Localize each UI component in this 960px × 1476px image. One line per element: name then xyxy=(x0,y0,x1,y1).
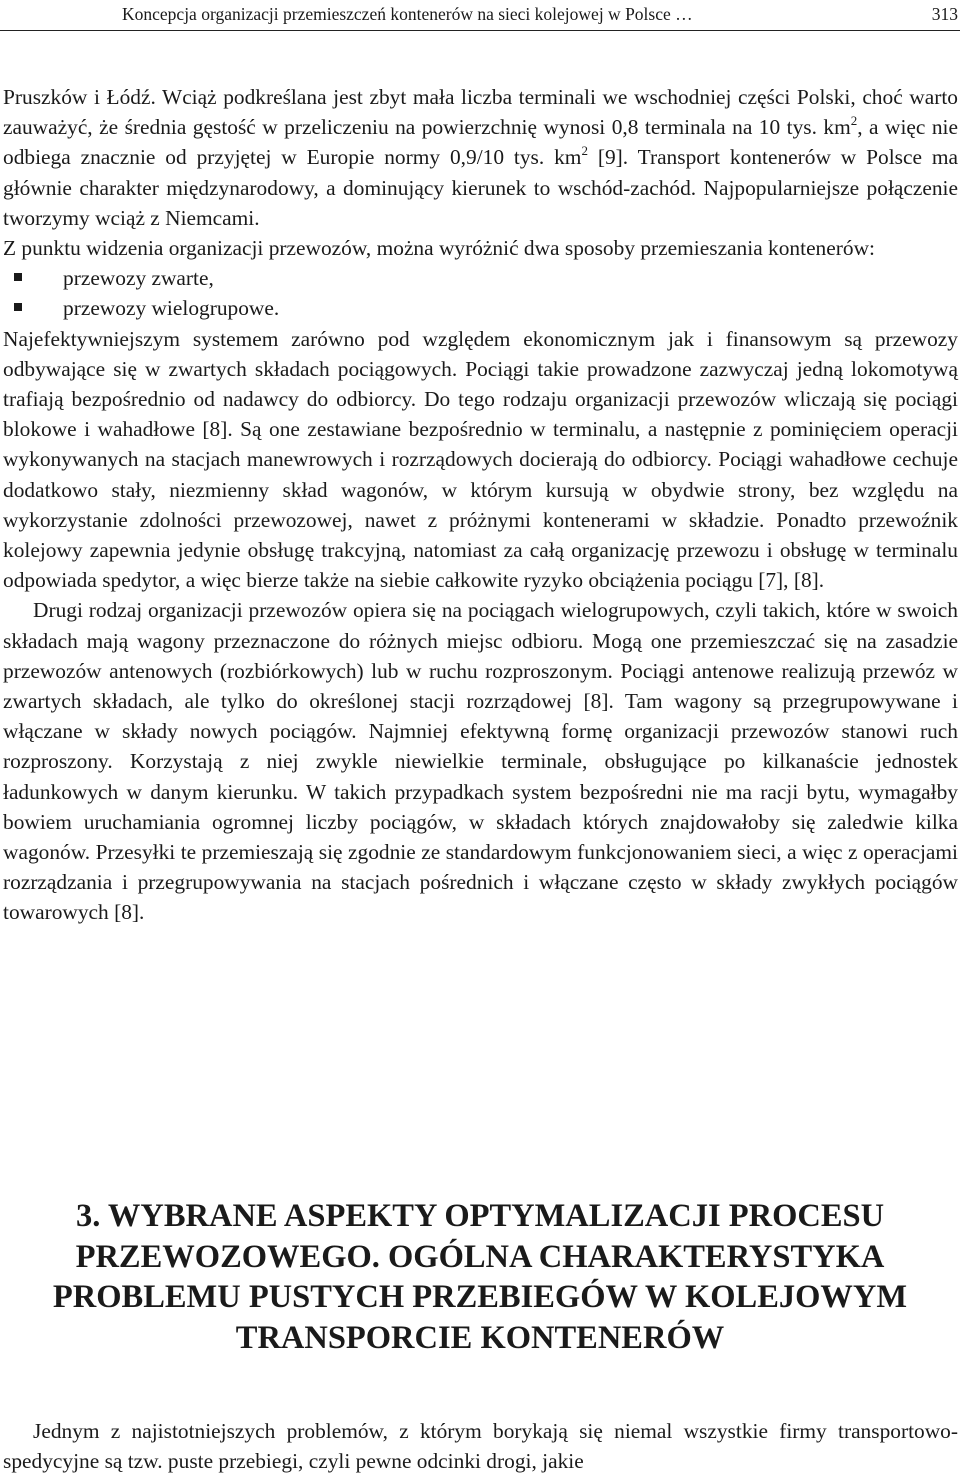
list-item-text: przewozy wielogrupowe. xyxy=(63,296,280,321)
transport-methods-list xyxy=(3,263,958,323)
running-header xyxy=(0,0,960,30)
section-heading-line: PROBLEMU PUSTYCH PRZEBIEGÓW W KOLEJOWYM xyxy=(52,1279,908,1315)
paragraph-empty-runs: Jednym z najistotniejszych problemów, z którym borykają się niemal wszystkie firmy transportowo-spedycyjne są tzw. puste przebiegi, czyli pewne odcinki drogi, jakie xyxy=(3,1419,958,1474)
body-text xyxy=(3,82,958,928)
superscript-km2-second: 2 xyxy=(581,143,588,159)
paragraph-terminals-part-a: Pruszków i Łódź. Wciąż podkreślana jest zbyt mała liczba terminali we wschodniej części Polski, choć warto zauważyć, że średnia gęstość w przeliczeniu na powierzchnię wynosi 0,8 terminala na 10 tys. km xyxy=(3,85,958,140)
square-bullet-icon xyxy=(14,273,22,281)
paragraph-terminals-part-b: , a więc nie odbiega znacznie od przyjętej w Europie normy 0,9/10 tys. km xyxy=(3,115,958,170)
running-title: Koncepcja organizacji przemieszczeń kontenerów na sieci kolejowej w Polsce … xyxy=(122,4,693,24)
list-item-text: przewozy zwarte, xyxy=(63,266,214,291)
superscript-km2-first: 2 xyxy=(850,113,858,129)
paragraph-block-trains: Najefektywniejszym systemem zarówno pod względem ekonomicznym jak i finansowym są przewozy odbywające się w zwartych składach pociągowych. Pociągi takie prowadzone zazwyczaj jedną lokomotywą trafiają bezpośrednio od nadawcy do odbiorcy. Do tego rodzaju organizacji przewozów wliczają się pociągi blokowe i wahadłowe [8]. Są one zestawiane bezpośrednio w terminalu, a następnie z pominięciem operacji wykonywanych na stacjach manewrowych i rozrządowych docierają do odbiorcy. Pociągi wahadłowe cechuje dodatkowo stały, niezmienny skład wagonów, w którym kursują w obydwie strony, bez względu na wykorzystanie zdolności przewozowej, nawet z próżnymi kontenerami w składzie. Ponadto przewoźnik kolejowy zapewnia jedynie obsługę trakcyjną, natomiast za całą organizację przewozu i obsługę w terminalu odpowiada spedytor, a więc bierze także na siebie całkowite ryzyko obciążenia pociągu [7], [8]. xyxy=(3,326,958,593)
body-text-continued xyxy=(3,1416,958,1476)
paragraph-terminals-part-c: [9]. Transport kontenerów w Polsce ma głównie charakter międzynarodowy, a dominujący kierunek to wschód-zachód. Najpopularniejsze połączenie tworzymy wciąż z Niemcami. xyxy=(3,145,958,230)
section-heading-line: 3. WYBRANE ASPEKTY OPTYMALIZACJI PROCESU xyxy=(75,1198,885,1234)
square-bullet-icon xyxy=(14,303,22,311)
paragraph-multigroup-trains: Drugi rodzaj organizacji przewozów opiera się na pociągach wielogrupowych, czyli takich, które w swoich składach mają wagony przeznaczone do różnych miejsc odbioru. Mogą one przemieszczać się na zasadzie przewozów antenowych (rozbiórkowych) lub w ruchu rozproszonym. Pociągi antenowe realizują przewóz w zwartych składach, ale tylko do określonej stacji rozrządowej [8]. Tam wagony są przegrupowywane i włączane w składy nowych pociągów. Najmniej efektywną formę organizacji przewozów stanowi ruch rozproszony. Korzystają z niej zwykle niewielkie terminale, obsługujące po kilkanaście jednostek ładunkowych w danym kierunku. W takich przypadkach system bezpośredni nie ma racji bytu, wymagałby bowiem uruchamiania ogromnej liczby pociągów, w składach których znajdowałoby się zaledwie kilka wagonów. Przesyłki te przemieszają się zgodnie ze standardowym funkcjonowaniem sieci, a więc z operacjami rozrządzania i przegrupowywania na stacjach pośrednich i włączane często w składy zwykłych pociągów towarowych [8]. xyxy=(3,598,958,925)
header-rule xyxy=(0,30,960,31)
list-item xyxy=(3,263,958,293)
page-number: 313 xyxy=(931,4,958,24)
paragraph-transport-methods: Z punktu widzenia organizacji przewozów, można wyróżnić dwa sposoby przemieszania kontenerów: xyxy=(3,236,875,261)
list-item xyxy=(3,293,958,323)
section-heading xyxy=(0,1196,960,1358)
section-heading-line: TRANSPORCIE KONTENERÓW xyxy=(235,1319,725,1356)
section-heading-line: PRZEWOZOWEGO. OGÓLNA CHARAKTERYSTYKA xyxy=(75,1238,885,1275)
paragraph-terminals xyxy=(3,82,958,233)
